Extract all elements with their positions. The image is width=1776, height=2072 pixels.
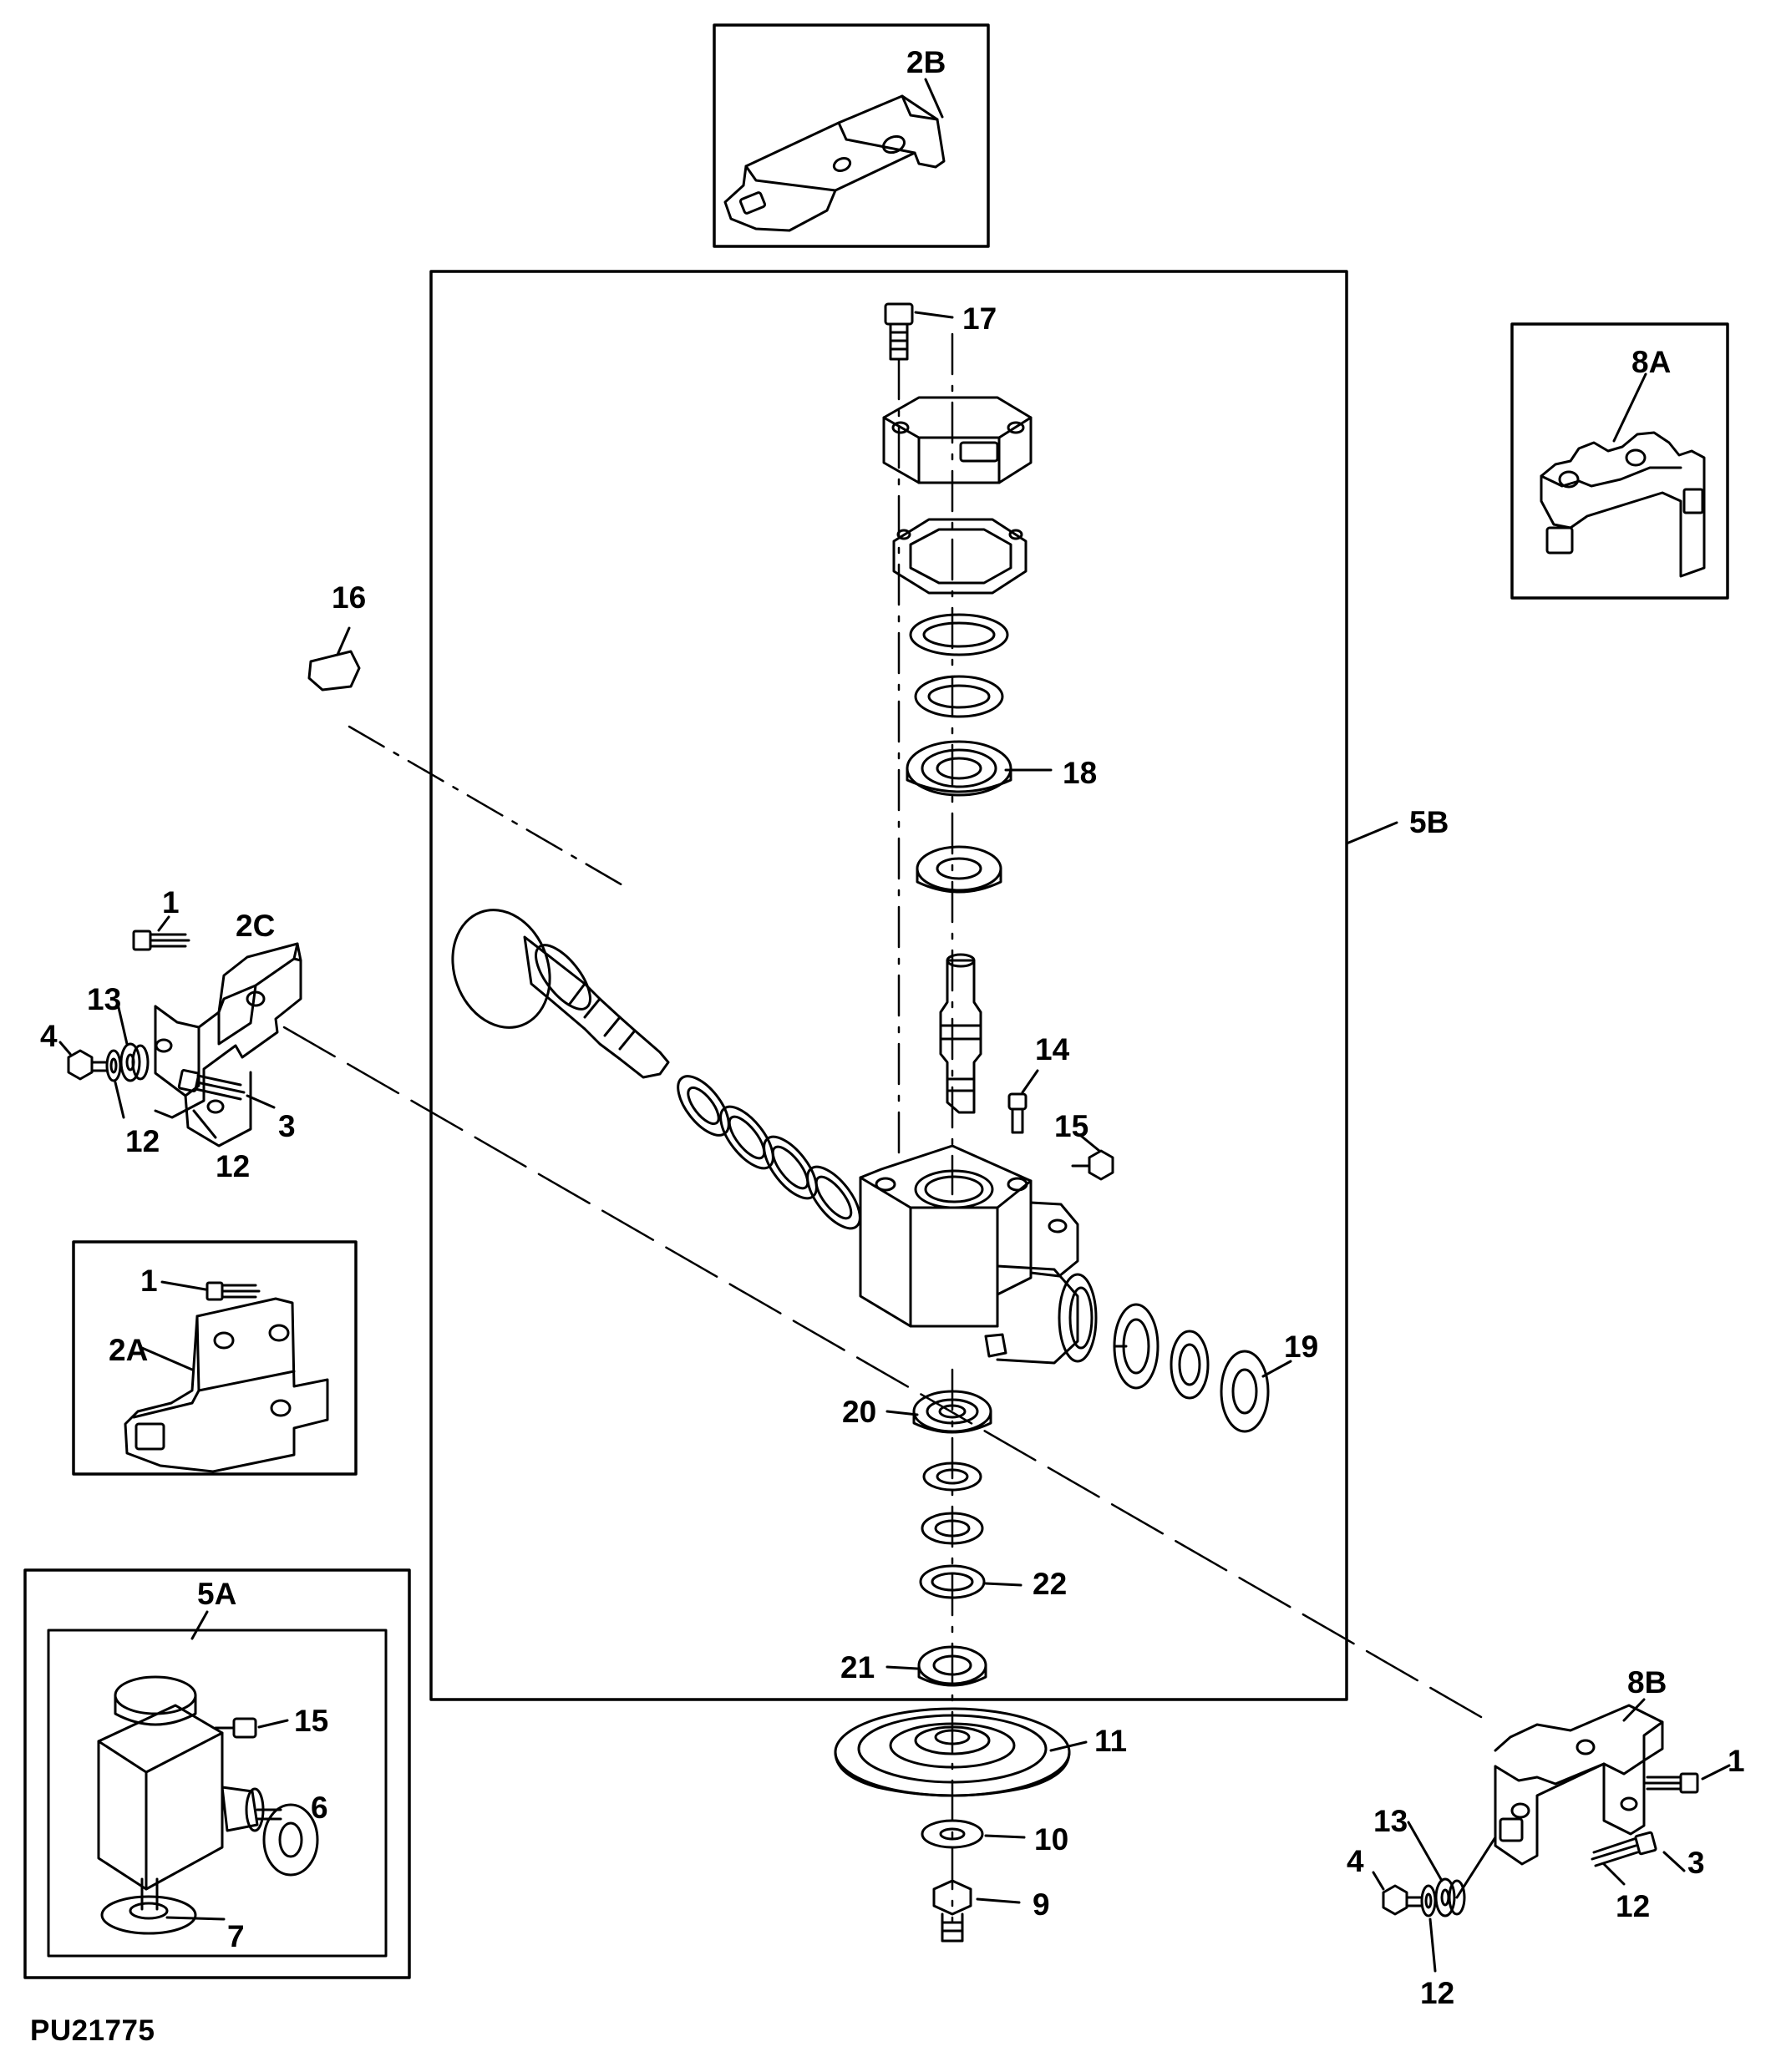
washer-13-right [1436, 1879, 1464, 1916]
washer-12-right [1422, 1886, 1435, 1916]
callout-1-b: 1 [140, 1264, 158, 1298]
callout-13-a: 13 [87, 982, 122, 1016]
bracket-2c-top-edge [155, 1006, 199, 1027]
part-16-cap [309, 651, 359, 690]
callout-4-b: 4 [1347, 1844, 1364, 1878]
callout-12-d: 12 [1420, 1976, 1455, 2010]
bracket-2c-arm [185, 1072, 251, 1146]
callout-9: 9 [1033, 1887, 1050, 1922]
callout-7: 7 [227, 1919, 245, 1953]
leader-4-right [1373, 1872, 1383, 1889]
callout-2a: 2A [109, 1333, 149, 1367]
callout-17: 17 [962, 301, 997, 336]
leader-3-right [1664, 1852, 1684, 1871]
callout-18: 18 [1063, 756, 1098, 790]
leader-1-right [1702, 1766, 1729, 1779]
callout-5a: 5A [197, 1577, 237, 1611]
main-frame-5b-border [431, 271, 1347, 1700]
drawing-id: PU21775 [30, 2014, 155, 2047]
bracket-8b-slot [1500, 1819, 1522, 1841]
bracket-2c-hole-3 [208, 1101, 223, 1112]
callout-1-a: 1 [162, 885, 180, 919]
leader-16 [337, 628, 349, 655]
callout-16: 16 [332, 580, 367, 615]
callout-1-c: 1 [1728, 1744, 1745, 1778]
bolt-1-left [134, 931, 189, 950]
callout-19: 19 [1284, 1330, 1319, 1364]
bracket-2c-body [155, 959, 301, 1117]
callout-22: 22 [1033, 1567, 1068, 1601]
callout-14: 14 [1035, 1032, 1070, 1066]
callout-4-a: 4 [40, 1019, 58, 1053]
callout-11: 11 [1094, 1724, 1128, 1758]
callout-2b: 2B [906, 45, 946, 79]
callout-12-c: 12 [1616, 1889, 1651, 1923]
callout-20: 20 [842, 1395, 877, 1429]
callout-6: 6 [311, 1791, 328, 1825]
leader-12-left [115, 1082, 124, 1117]
callout-10: 10 [1034, 1822, 1069, 1857]
leader-7 [167, 1917, 224, 1919]
bolt-3-right [1592, 1832, 1657, 1866]
callout-5b: 5B [1409, 805, 1449, 839]
washer-12-left [107, 1051, 120, 1081]
bracket-2c-edge-4 [297, 944, 301, 960]
leader-8b [1624, 1700, 1644, 1720]
callout-12-a: 12 [125, 1124, 160, 1158]
bracket-2c-edge-2 [219, 985, 256, 1012]
callout-3-b: 3 [1687, 1846, 1705, 1880]
bracket-8b-hole-3 [1621, 1798, 1636, 1810]
nut-4-left [69, 1051, 107, 1079]
leader-4-left [60, 1042, 70, 1054]
callout-2c: 2C [236, 909, 276, 943]
bracket-8b-hole-2 [1577, 1740, 1594, 1754]
callout-15-inset: 15 [294, 1704, 329, 1738]
callout-21: 21 [840, 1650, 875, 1684]
leader-22 [986, 1583, 1021, 1585]
callout-8a: 8A [1631, 345, 1672, 379]
bracket-8b-edge-2 [1604, 1760, 1644, 1774]
leader-21 [887, 1667, 917, 1669]
callout-13-b: 13 [1373, 1804, 1408, 1838]
callout-3-a: 3 [278, 1109, 296, 1143]
leader-10 [986, 1836, 1024, 1837]
bracket-8b-connector [1457, 1837, 1495, 1897]
bracket-2c-hole-2 [156, 1040, 171, 1051]
bracket-8b-hole-1 [1512, 1804, 1529, 1817]
leader-12-right-a [1604, 1864, 1624, 1884]
inset-2b-border [714, 25, 988, 246]
leader-5b [1347, 823, 1397, 843]
leader-12-right-b [1430, 1919, 1435, 1971]
washer-13-left [121, 1044, 148, 1081]
callout-12-b: 12 [216, 1149, 251, 1183]
leader-9 [977, 1899, 1019, 1902]
nut-4-right [1383, 1886, 1422, 1914]
bracket-8b-top-edge [1495, 1764, 1604, 1784]
bracket-2c-edge-3 [219, 944, 297, 1012]
inset-8a-border [1512, 324, 1728, 598]
callout-8b: 8B [1627, 1665, 1667, 1700]
callout-15: 15 [1054, 1109, 1089, 1143]
leader-13-right [1408, 1822, 1442, 1881]
bolt-1-right [1644, 1774, 1697, 1792]
